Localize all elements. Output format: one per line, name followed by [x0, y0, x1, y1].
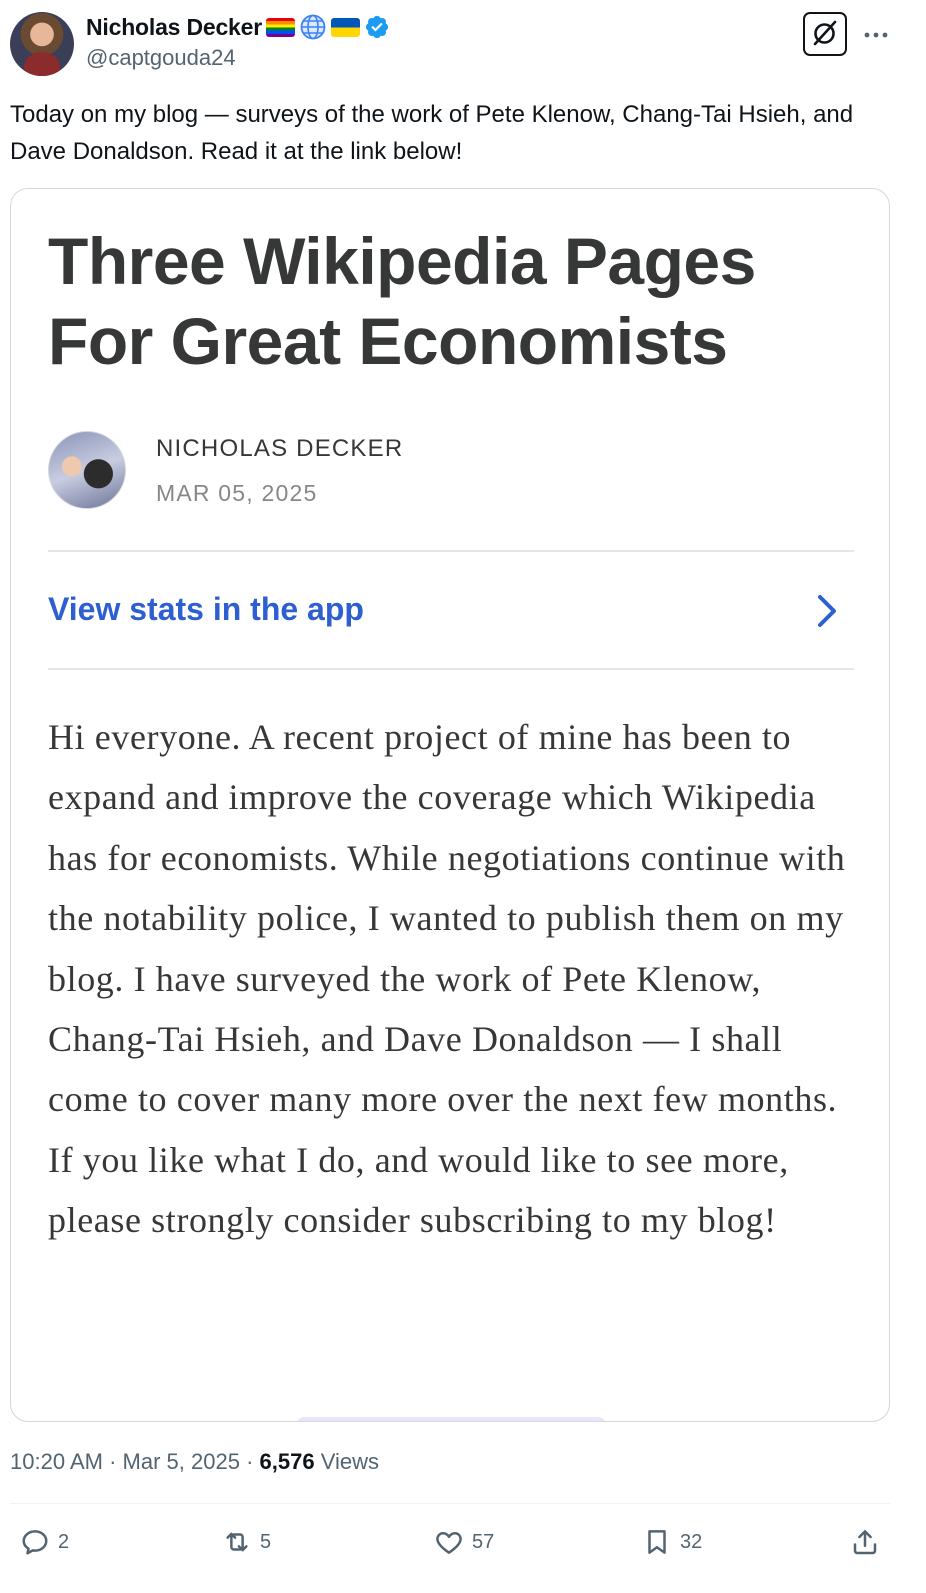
verified-badge-icon[interactable]	[364, 14, 390, 40]
bookmark-icon	[642, 1527, 672, 1557]
author-display-name[interactable]: Nicholas Decker	[86, 13, 262, 40]
author-handle[interactable]: @captgouda24	[86, 45, 236, 70]
globe-icon	[299, 13, 327, 41]
tweet-meta	[10, 1449, 379, 1475]
author-avatar[interactable]	[10, 12, 74, 76]
ukraine-flag-icon	[331, 18, 360, 37]
rainbow-flag-icon	[266, 18, 295, 37]
views-count: 6,576	[259, 1449, 315, 1474]
grok-icon	[805, 14, 844, 53]
bookmark-count: 32	[680, 1530, 703, 1553]
like-button[interactable]	[434, 1524, 494, 1560]
repost-button[interactable]	[222, 1524, 271, 1560]
grok-button[interactable]	[803, 12, 847, 56]
reply-button[interactable]	[20, 1524, 69, 1560]
post-author-name: NICHOLAS DECKER	[156, 435, 404, 462]
bookmark-button[interactable]	[642, 1524, 702, 1560]
card-bottom-tab	[296, 1417, 606, 1422]
meta-separator: ·	[246, 1449, 254, 1474]
more-options-icon[interactable]	[860, 20, 892, 48]
views-label: Views	[320, 1449, 379, 1474]
like-count: 57	[472, 1530, 495, 1553]
post-excerpt: Hi everyone. A recent project of mine has been to expand and improve the coverage which Wikipedia has for economists. While negotiations continue with the notability police, I wanted to publish them on my blog. I have surveyed the work of Pete Klenow, Chang-Tai Hsieh, and Dave Donaldson — I shall come to cover many more over the next few months. If you like what I do, and would like to see more, please strongly consider subscribing to my blog!	[48, 717, 846, 1241]
link-preview-card[interactable]	[10, 188, 890, 1422]
repost-icon	[222, 1527, 252, 1557]
heart-icon	[434, 1527, 464, 1557]
card-divider-top	[48, 550, 854, 552]
tweet-date[interactable]: Mar 5, 2025	[122, 1449, 240, 1474]
tweet-text: Today on my blog — surveys of the work of Pete Klenow, Chang-Tai Hsieh, and Dave Donaldson. Read it at the link below!	[10, 101, 854, 165]
author-name-row	[86, 13, 390, 41]
share-icon	[850, 1527, 880, 1557]
reply-count: 2	[58, 1530, 70, 1553]
post-date: MAR 05, 2025	[156, 480, 318, 506]
chevron-right-icon[interactable]	[811, 591, 841, 631]
share-button[interactable]	[850, 1524, 880, 1560]
view-stats-link[interactable]: View stats in the app	[48, 591, 364, 627]
reply-icon	[20, 1527, 50, 1557]
repost-count: 5	[260, 1530, 272, 1553]
tweet-time[interactable]: 10:20 AM	[10, 1449, 103, 1474]
meta-separator: ·	[109, 1449, 117, 1474]
post-title: Three Wikipedia Pages For Great Economists	[48, 224, 756, 378]
meta-divider	[10, 1503, 890, 1504]
post-author-avatar	[48, 431, 126, 509]
card-divider-bottom	[48, 668, 854, 670]
